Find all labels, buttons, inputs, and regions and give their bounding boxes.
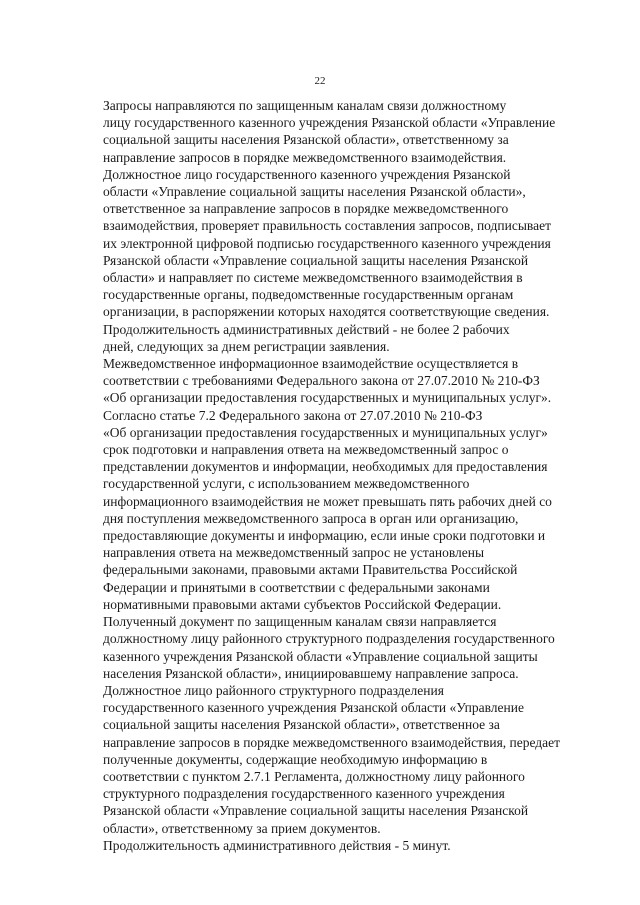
paragraph: Запросы направляются по защищенным каналам связи должностному лицу государственного казенного учреждения Рязанской области «Управление социальной защиты населения Рязанской области», ответственному за направление запросов в порядке межведомственного взаимодействия. <box>103 98 556 165</box>
paragraph: Полученный документ по защищенным каналам связи направляется должностному лицу районного структурного подразделения государственного казенного учреждения Рязанской области «Управление социальной защиты населения Рязанской области», инициировавшему направление запроса. <box>103 614 555 681</box>
paragraph: Должностное лицо районного структурного подразделения государственного казенного учреждения Рязанской области «Управление социальной защиты населения Рязанской области», ответственное за направление запросов в порядке межведомственного взаимодействия, передает полученные документы, содержащие необходимую информацию в соответствии с пунктом 2.7.1 Регламента, должностному лицу районного структурного подразделения государственного казенного учреждения Рязанской области «Управление социальной защиты населения Рязанской области», ответственному за прием документов. <box>103 682 561 836</box>
page-number: 22 <box>314 75 326 87</box>
body-text <box>103 97 578 854</box>
paragraph: Согласно статье 7.2 Федерального закона от 27.07.2010 № 210-ФЗ «Об организации предоставления государственных и муниципальных услуг» срок подготовки и направления ответа на межведомственный запрос о представлении документов и информации, необходимых для предоставления государственной услуги, с использованием межведомственного информационного взаимодействия не может превышать пять рабочих дней со дня поступления межведомственного запроса в орган или организацию, предоставляющие документы и информацию, если иные сроки подготовки и направления ответа на межведомственный запрос не установлены федеральными законами, правовыми актами Правительства Российской Федерации и принятыми в соответствии с федеральными законами нормативными правовыми актами субъектов Российской Федерации. <box>103 407 552 612</box>
paragraph: Продолжительность административных действий - не более 2 рабочих дней, следующих за днем регистрации заявления. <box>103 321 510 354</box>
paragraph: Продолжительность административного действия - 5 минут. <box>103 837 451 853</box>
paragraph: Должностное лицо государственного казенного учреждения Рязанской области «Управление социальной защиты населения Рязанской области», ответственное за направление запросов в порядке межведомственного взаимодействия, проверяет правильность составления запросов, подписывает их электронной цифровой подписью государственного казенного учреждения Рязанской области «Управление социальной защиты населения Рязанской области» и направляет по системе межведомственного взаимодействия в государственные органы, подведомственные государственным органам организации, в распоряжении которых находятся соответствующие сведения. <box>103 166 551 320</box>
paragraph: Межведомственное информационное взаимодействие осуществляется в соответствии с требованиями Федерального закона от 27.07.2010 № 210-ФЗ «Об организации предоставления государственных и муниципальных услуг». <box>103 356 552 406</box>
